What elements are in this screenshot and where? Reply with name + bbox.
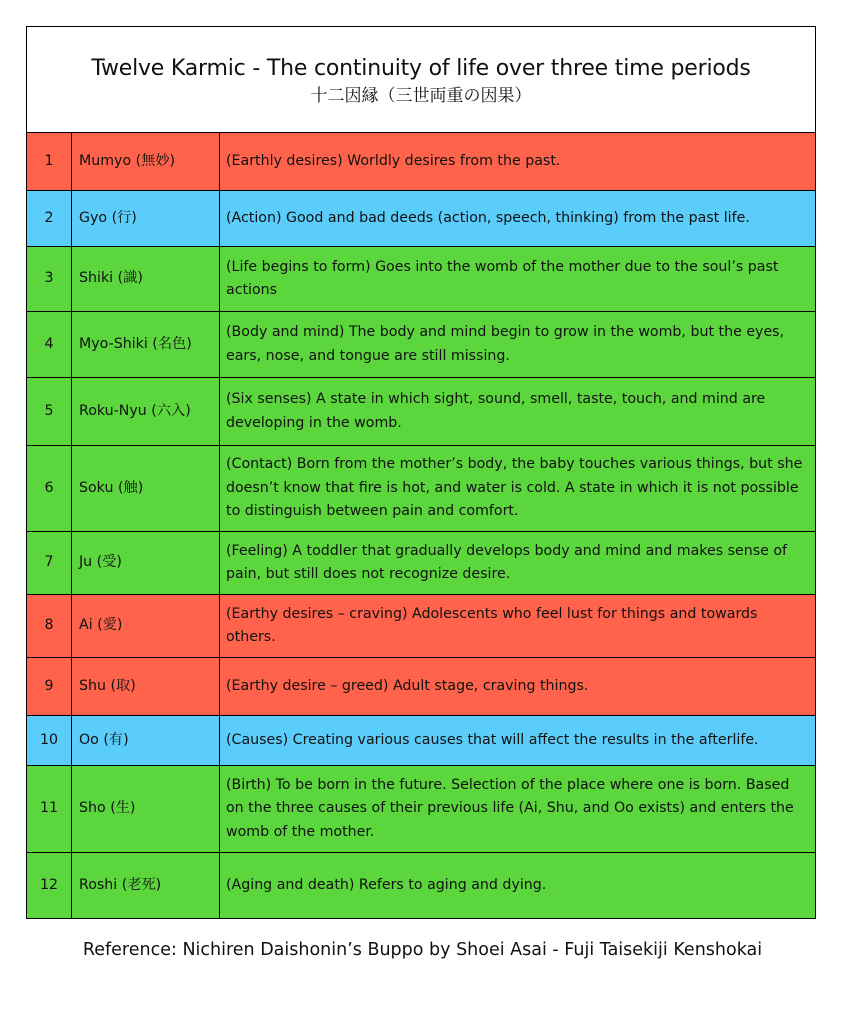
row-description: (Life begins to form) Goes into the womb of the mother due to the soul’s past actions	[220, 247, 816, 312]
table-row	[27, 378, 816, 446]
row-number: 8	[27, 595, 72, 658]
row-number: 1	[27, 133, 72, 191]
row-number: 10	[27, 716, 72, 766]
table-row	[27, 766, 816, 853]
table-row	[27, 532, 816, 595]
row-name: Gyo (行)	[72, 191, 220, 247]
row-number: 2	[27, 191, 72, 247]
row-description: (Earthy desires – craving) Adolescents who feel lust for things and towards others.	[220, 595, 816, 658]
table-row	[27, 191, 816, 247]
table-row	[27, 595, 816, 658]
row-description: (Earthy desire – greed) Adult stage, craving things.	[220, 658, 816, 716]
row-name: Myo-Shiki (名色)	[72, 312, 220, 378]
row-description: (Six senses) A state in which sight, sound, smell, taste, touch, and mind are developing in the womb.	[220, 378, 816, 446]
row-number: 11	[27, 766, 72, 853]
row-description: (Body and mind) The body and mind begin to grow in the womb, but the eyes, ears, nose, and tongue are still missing.	[220, 312, 816, 378]
table-row	[27, 658, 816, 716]
reference-note: Reference: Nichiren Daishonin’s Buppo by Shoei Asai - Fuji Taisekiji Kenshokai	[82, 940, 763, 960]
row-name: Shiki (識)	[72, 247, 220, 312]
row-number: 6	[27, 446, 72, 532]
row-name: Oo (有)	[72, 716, 220, 766]
row-name: Roku-Nyu (六入)	[72, 378, 220, 446]
row-description: (Aging and death) Refers to aging and dying.	[220, 853, 816, 919]
page-title: Twelve Karmic - The continuity of life over three time periods	[91, 56, 751, 81]
row-number: 4	[27, 312, 72, 378]
row-description: (Action) Good and bad deeds (action, speech, thinking) from the past life.	[220, 191, 816, 247]
row-name: Soku (触)	[72, 446, 220, 532]
table-row	[27, 716, 816, 766]
table-row	[27, 247, 816, 312]
row-description: (Feeling) A toddler that gradually develops body and mind and makes sense of pain, but still does not recognize desire.	[220, 532, 816, 595]
table-row	[27, 312, 816, 378]
row-number: 9	[27, 658, 72, 716]
row-name: Sho (生)	[72, 766, 220, 853]
page-subtitle: 十二因縁（三世両重の因果）	[310, 86, 532, 106]
row-number: 5	[27, 378, 72, 446]
row-description: (Birth) To be born in the future. Selection of the place where one is born. Based on the three causes of their previous life (Ai, Shu, and Oo exists) and enters the womb of the mother.	[220, 766, 816, 853]
row-name: Shu (取)	[72, 658, 220, 716]
row-name: Roshi (老死)	[72, 853, 220, 919]
karmic-table-frame	[26, 26, 816, 919]
table-row	[27, 446, 816, 532]
row-number: 3	[27, 247, 72, 312]
row-description: (Earthly desires) Worldly desires from the past.	[220, 133, 816, 191]
table-header	[27, 27, 815, 132]
row-description: (Causes) Creating various causes that will affect the results in the afterlife.	[220, 716, 816, 766]
row-number: 7	[27, 532, 72, 595]
row-name: Ju (受)	[72, 532, 220, 595]
row-number: 12	[27, 853, 72, 919]
row-name: Ai (愛)	[72, 595, 220, 658]
row-description: (Contact) Born from the mother’s body, the baby touches various things, but she doesn’t know that fire is hot, and water is cold. A state in which it is not possible to distinguish between pain and comfort.	[220, 446, 816, 532]
table-row	[27, 853, 816, 919]
karmic-table	[26, 132, 816, 919]
table-row	[27, 133, 816, 191]
row-name: Mumyo (無妙)	[72, 133, 220, 191]
